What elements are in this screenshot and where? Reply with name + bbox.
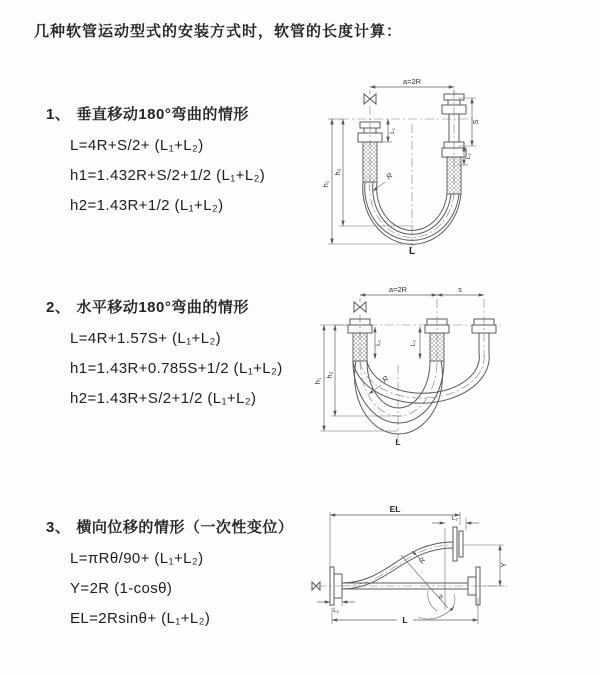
dim-label-l1: L₁ <box>333 607 339 614</box>
dim-label-radius: R <box>380 373 391 385</box>
upper-flange <box>453 527 463 561</box>
dim-label-stroke: S <box>471 119 480 125</box>
formula-line: h2=1.43R+1/2 (L₁+L₂) <box>70 197 224 214</box>
section-number: 2、 <box>46 299 71 316</box>
valve-icon <box>364 94 376 104</box>
diagram-vertical-movement-180-bend <box>312 74 595 263</box>
valve-icon <box>354 302 366 312</box>
dim-label-l2: L₂ <box>465 152 472 160</box>
left-hose-fitting <box>348 319 372 361</box>
section-vertical-movement <box>46 103 316 214</box>
section-heading <box>46 516 316 537</box>
dim-label-span: a=2R <box>388 285 408 294</box>
dim-label-length: L <box>408 246 416 257</box>
formula-line: EL=2Rsinθ+ (L₁+L₂) <box>70 610 211 627</box>
dim-label-stroke: s <box>458 285 462 294</box>
dim-label-l2: L₂ <box>410 339 417 347</box>
dim-label-h1: h₁ <box>321 180 330 188</box>
formula-line: h2=1.43R+S/2+1/2 (L₁+L₂) <box>70 390 257 407</box>
dim-label-length: L <box>395 437 401 447</box>
formula-line: L=4R+S/2+ (L₁+L₂) <box>70 137 204 154</box>
section-heading-text: 横向位移的情形（一次性变位） <box>76 519 294 536</box>
diagram-horizontal-movement-180-bend <box>312 283 595 458</box>
diagram-horizontal-svg <box>312 283 595 453</box>
diagram-vertical-svg <box>312 74 595 258</box>
hose-u-bend-position-2 <box>353 353 489 403</box>
hose-displaced-position <box>342 542 453 589</box>
diagram-lateral-displacement <box>300 498 600 648</box>
dim-label-l2: L₂ <box>451 515 459 522</box>
formula-line: h1=1.43R+0.785S+1/2 (L₁+L₂) <box>70 360 283 377</box>
section-lateral-displacement <box>46 516 316 627</box>
dim-label-radius: R <box>384 170 395 182</box>
formula-line: L=πRθ/90+ (L₁+L₂) <box>70 550 204 567</box>
dim-label-y: Y <box>499 562 508 568</box>
dim-label-radius: R <box>416 555 428 566</box>
formula-line: L=4R+1.57S+ (L₁+L₂) <box>70 330 222 347</box>
section-heading-text: 垂直移动180°弯曲的情形 <box>76 106 249 123</box>
section-number: 3、 <box>46 519 71 536</box>
middle-hose-fitting <box>425 319 449 361</box>
dim-label-span: a=2R <box>402 77 422 86</box>
section-heading <box>46 103 316 124</box>
formula-line: Y=2R (1-cosθ) <box>70 580 173 597</box>
dim-label-h2: h₂ <box>333 168 342 176</box>
diagram-lateral-svg <box>300 498 600 643</box>
section-heading-text: 水平移动180°弯曲的情形 <box>76 299 249 316</box>
section-heading <box>46 296 316 317</box>
section-horizontal-movement <box>46 296 316 407</box>
formula-line: h1=1.432R+S/2+1/2 (L₁+L₂) <box>70 167 266 184</box>
dim-label-theta: θ <box>439 594 443 601</box>
hose-u-bend-position-1 <box>353 361 444 434</box>
dim-label-el: EL <box>389 504 401 514</box>
dim-label-h1: h₁ <box>313 377 322 385</box>
dim-label-l1: L₁ <box>389 128 396 134</box>
dim-label-l1: L₁ <box>375 340 382 346</box>
section-number: 1、 <box>46 106 71 123</box>
dim-label-h2: h₂ <box>325 371 334 379</box>
page-title: 几种软管运动型式的安装方式时，软管的长度计算： <box>34 23 403 40</box>
dim-label-length: L <box>402 615 408 625</box>
